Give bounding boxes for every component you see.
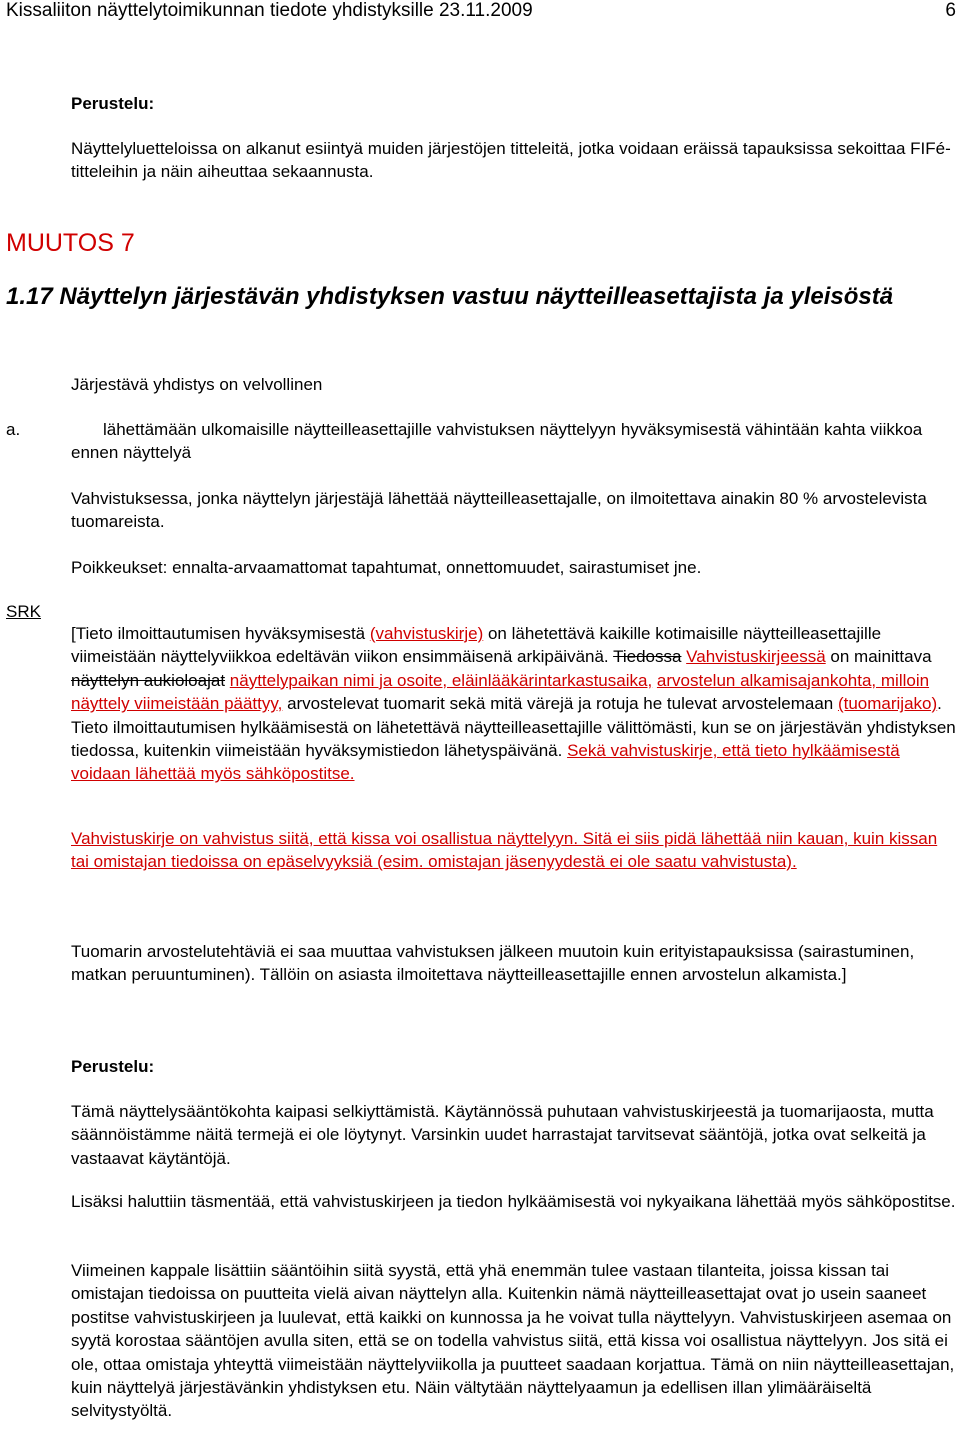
srk-strike-aukioloajat: näyttelyn aukioloajat [71, 670, 226, 690]
srk-text-3: on mainittava [825, 647, 932, 667]
perustelu-heading-2: Perustelu: [71, 1057, 155, 1076]
muutos-heading: MUUTOS 7 [6, 229, 135, 257]
perustelu2-p3: Viimeinen kappale lisättiin sääntöihin siitä syystä, että yhä enemmän tulee vastaan tilanteita, joissa kissan tai omistajan tiedoissa on puutteita vielä aivan näyttelyn alla. Kuitenkin nämä näytteilleasettajat ovat jo usein saaneet postitse vahvistuskirjeen ja luulevat, että kaikki on kunnossa ja he voivat tulla näyttelyyn. Vahvistuskirjeen asemaa on syytä korostaa sääntöjen avulla siten, että se on todella vahvistus siitä, että kissa voi osallistua näyttelyyn. Jos sitä ei ole, ottaa omistaja yhteyttä viimeistään näyttelyviikolla ja puutteet saadaan korjattua. Tämä on niin näytteilleasettajan, kuin näyttelyä järjestävänkin yhdistyksen etu. Näin vältytään näyttelyaamun ja edellisen illan ylimääräiseltä selvitystyöltä. [71, 1261, 955, 1421]
intro-text: Järjestävä yhdistys on velvollinen [71, 375, 323, 394]
item-a-marker: a. [6, 420, 21, 439]
srk-red-nayttelypaikka: näyttelypaikan nimi ja osoite, eläinlääkärintarkastusaika, [229, 670, 653, 690]
srk-strike-tiedossa: Tiedossa [613, 647, 682, 667]
srk-red-vahvistuskirjeessa: Vahvistuskirjeessä [686, 647, 826, 667]
item-a-body: lähettämään ulkomaisille näytteilleasettajille vahvistuksen näyttelyyn hyväksymisestä vähintään kahta viikkoa ennen näyttelyä [71, 420, 923, 463]
perustelu-text-1: Näyttelyluetteloissa on alkanut esiintyä muiden järjestöjen titteleitä, jotka voidaan eräissä tapauksissa sekoittaa FIFé-titteleihin ja näin aiheuttaa sekaannusta. [71, 139, 951, 182]
item-a-text [71, 418, 957, 465]
page-header [6, 0, 956, 22]
page-number: 6 [945, 0, 956, 21]
srk-text-1: [Tieto ilmoittautumisen hyväksymisestä [71, 624, 370, 643]
para-vahvistuksessa: Vahvistuksessa, jonka näyttelyn järjestäjä lähettää näytteilleasettajalle, on ilmoitettava ainakin 80 % arvostelevista tuomareista. [71, 489, 927, 532]
srk-paragraph [71, 622, 957, 786]
perustelu-heading-1: Perustelu: [71, 94, 155, 113]
perustelu2-p2: Lisäksi haluttiin täsmentää, että vahvistuskirjeen ja tiedon hylkäämisestä voi nykyaikana lähettää myös sähköpostitse. [71, 1192, 956, 1211]
srk-text-4: arvostelevat tuomarit sekä mitä värejä ja rotuja he tulevat arvostelemaan [282, 694, 838, 714]
srk-text-2: on lähetettävä kaikille kotimaisille näytteilleasettajille viimeistään näyttelyviikkoa edeltävän viikon ensimmäisenä arkipäivänä. [71, 624, 882, 667]
srk-marker: SRK [6, 602, 41, 621]
perustelu2-p1: Tämä näyttelysääntökohta kaipasi selkiyttämistä. Käytännössä puhutaan vahvistuskirjeestä ja tuomarijaosta, mutta säännöistämme näitä termejä ei ole löytynyt. Varsinkin uudet harrastajat tarvitsevat sääntöjä, jotka ovat selkeitä ja vastaavat käytäntöjä. [71, 1102, 934, 1168]
para-poikkeukset: Poikkeukset: ennalta-arvaamattomat tapahtumat, onnettomuudet, sairastumiset jne. [71, 558, 702, 577]
header-title: Kissaliiton näyttelytoimikunnan tiedote yhdistyksille 23.11.2009 [6, 0, 533, 21]
red-paragraph: Vahvistuskirje on vahvistus siitä, että kissa voi osallistua näyttelyyn. Sitä ei siis pidä lähettää niin kauan, kuin kissan tai omistajan tiedoissa on epäselvyyksiä (esim. omistajan jäsenyydestä ei ole saatu vahvistusta). [71, 829, 938, 872]
srk-text-5: . Tieto ilmoittautumisen hylkäämisestä on lähetettävä näytteilleasettajille välittömästi, kun se on järjestävän yhdistyksen tiedossa, kuitenkin viimeistään hyväksymistiedon lähetyspäivänä. [71, 694, 956, 761]
para-tuomarin: Tuomarin arvostelutehtäviä ei saa muuttaa vahvistuksen jälkeen muutoin kuin erityistapauksissa (sairastuminen, matkan peruuntuminen). Tällöin on asiasta ilmoitettava näytteilleasettajille ennen arvostelun alkamista.] [71, 942, 915, 985]
srk-red-sahkoposti: Sekä vahvistuskirje, että tieto hylkäämisestä voidaan lähettää myös sähköpostitse. [71, 741, 900, 784]
srk-red-arvostelun: arvostelun alkamisajankohta, milloin näyttely viimeistään päättyy, [71, 670, 930, 714]
srk-red-tuomarijako: (tuomarijako) [837, 694, 938, 714]
section-title: 1.17 Näyttelyn järjestävän yhdistyksen vastuu näytteilleasettajista ja yleisöstä [6, 283, 894, 310]
srk-red-vahvistuskirje: (vahvistuskirje) [369, 624, 484, 643]
